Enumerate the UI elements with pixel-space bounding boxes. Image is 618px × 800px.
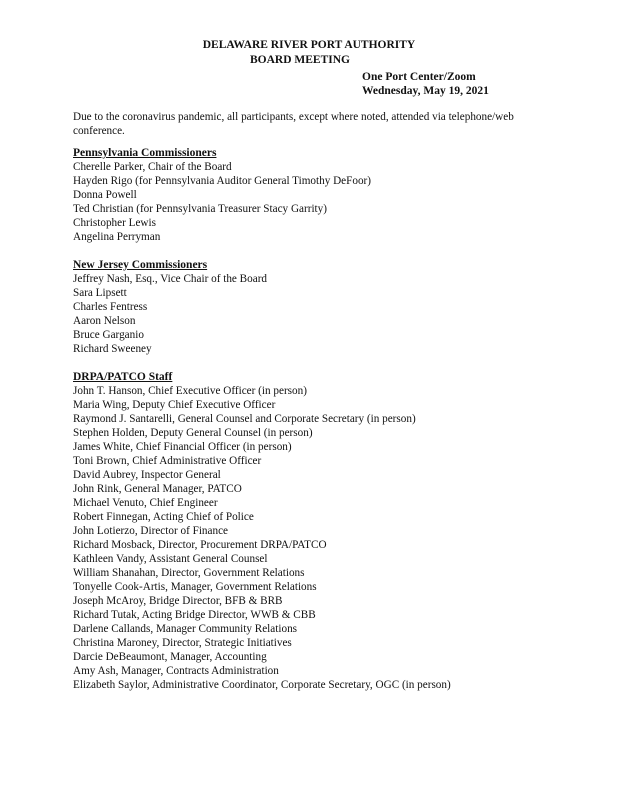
list-item: Ted Christian (for Pennsylvania Treasurer Stacy Garrity): [73, 203, 327, 215]
list-item: John T. Hanson, Chief Executive Officer (in person): [73, 385, 307, 397]
list-item: Charles Fentress: [73, 301, 148, 313]
list-item: Stephen Holden, Deputy General Counsel (in person): [73, 427, 313, 439]
list-item: Robert Finnegan, Acting Chief of Police: [73, 511, 254, 523]
list-item: Amy Ash, Manager, Contracts Administration: [73, 665, 279, 677]
list-item: Richard Mosback, Director, Procurement DRPA/PATCO: [73, 539, 327, 551]
list-item: Sara Lipsett: [73, 287, 127, 299]
list-item: Joseph McAroy, Bridge Director, BFB & BRB: [73, 595, 283, 607]
list-item: Elizabeth Saylor, Administrative Coordinator, Corporate Secretary, OGC (in person): [73, 679, 451, 691]
list-item: Michael Venuto, Chief Engineer: [73, 497, 218, 509]
pennsylvania-heading: Pennsylvania Commissioners: [73, 147, 217, 159]
meeting-date: Wednesday, May 19, 2021: [362, 85, 489, 97]
meeting-title: BOARD MEETING: [250, 54, 350, 66]
list-item: Angelina Perryman: [73, 231, 161, 243]
intro-paragraph: Due to the coronavirus pandemic, all participants, except where noted, attended via telephone/web conference.: [73, 111, 514, 137]
list-item: James White, Chief Financial Officer (in person): [73, 441, 292, 453]
list-item: Toni Brown, Chief Administrative Officer: [73, 455, 262, 467]
pennsylvania-list: [73, 160, 371, 244]
list-item: John Rink, General Manager, PATCO: [73, 483, 242, 495]
list-item: Hayden Rigo (for Pennsylvania Auditor General Timothy DeFoor): [73, 175, 371, 187]
pennsylvania-commissioners-section: [73, 146, 371, 244]
list-item: Christopher Lewis: [73, 217, 156, 229]
staff-heading: DRPA/PATCO Staff: [73, 371, 173, 383]
list-item: Richard Tutak, Acting Bridge Director, WWB & CBB: [73, 609, 316, 621]
list-item: William Shanahan, Director, Government Relations: [73, 567, 305, 579]
list-item: Cherelle Parker, Chair of the Board: [73, 161, 232, 173]
new-jersey-list: [73, 272, 267, 356]
list-item: Darlene Callands, Manager Community Relations: [73, 623, 298, 635]
list-item: Darcie DeBeaumont, Manager, Accounting: [73, 651, 267, 663]
list-item: Christina Maroney, Director, Strategic Initiatives: [73, 637, 292, 649]
list-item: Aaron Nelson: [73, 315, 136, 327]
list-item: Maria Wing, Deputy Chief Executive Officer: [73, 399, 276, 411]
list-item: Richard Sweeney: [73, 343, 152, 355]
list-item: Jeffrey Nash, Esq., Vice Chair of the Board: [73, 273, 268, 285]
staff-section: [73, 370, 451, 692]
staff-list: [73, 384, 451, 692]
list-item: Kathleen Vandy, Assistant General Counsel: [73, 553, 268, 565]
list-item: Raymond J. Santarelli, General Counsel and Corporate Secretary (in person): [73, 413, 416, 425]
new-jersey-heading: New Jersey Commissioners: [73, 259, 208, 271]
organization-title: DELAWARE RIVER PORT AUTHORITY: [202, 39, 416, 51]
list-item: Bruce Garganio: [73, 329, 144, 341]
meeting-location: One Port Center/Zoom: [362, 71, 476, 83]
list-item: Donna Powell: [73, 189, 137, 201]
list-item: Tonyelle Cook-Artis, Manager, Government Relations: [73, 581, 317, 593]
new-jersey-commissioners-section: [73, 258, 267, 356]
list-item: John Lotierzo, Director of Finance: [73, 525, 229, 537]
list-item: David Aubrey, Inspector General: [73, 469, 221, 481]
